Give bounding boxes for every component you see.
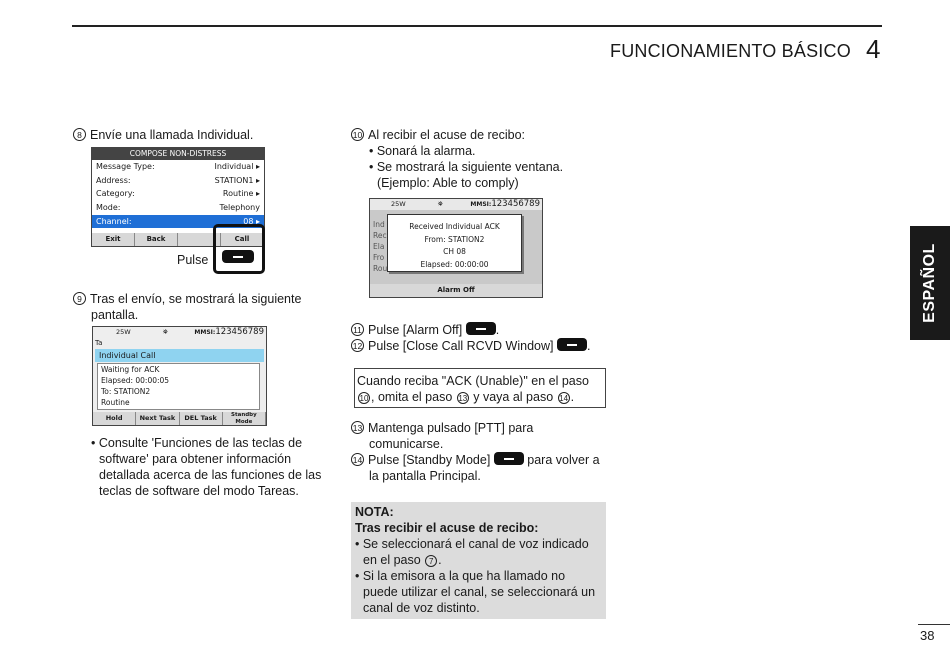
list-item: Message Type: Individual ▸ — [96, 162, 260, 171]
bullet-line: • Se mostrará la siguiente ventana. — [369, 160, 564, 174]
gps-icon: ⛯ — [437, 200, 443, 208]
status-bar — [370, 199, 542, 210]
list-item — [92, 201, 264, 215]
row-label: Channel: — [96, 216, 132, 226]
step-text: Pulse [Alarm Off] — [368, 323, 463, 337]
individual-call-screen — [92, 326, 267, 426]
step-number: 10 — [352, 130, 363, 140]
softkey-standby: Standby Mode — [223, 412, 266, 425]
step-text: Envíe una llamada Individual. — [90, 128, 254, 142]
step-9 — [73, 291, 301, 307]
list-item: Address: STATION1 ▸ — [96, 175, 260, 185]
step-9-cont: pantalla. — [91, 308, 139, 322]
row-value: STATION1 — [214, 175, 254, 185]
call-target: To: STATION2 — [101, 387, 151, 396]
mmsi-label: MMSI: — [194, 329, 216, 336]
call-category: Routine — [101, 398, 130, 407]
step-number: 14 — [352, 455, 363, 465]
task-icon: Ta — [95, 339, 103, 347]
soft-key-icon — [466, 322, 496, 335]
step-number: 12 — [352, 341, 363, 351]
info-line: Cuando reciba "ACK (Unable)" en el paso — [357, 374, 589, 388]
list-item: Category: Routine ▸ — [96, 189, 260, 199]
step-10 — [351, 127, 525, 143]
popup-line: Elapsed: 00:00:00 — [420, 259, 489, 269]
soft-key-icon — [494, 452, 524, 465]
status-bar — [93, 327, 266, 338]
bullet-line: software' para obtener información — [99, 452, 292, 466]
softkey-next-task: Next Task — [136, 412, 179, 425]
row-value: Routine — [222, 189, 254, 199]
background-line: Rou — [373, 264, 388, 273]
call-elapsed: Elapsed: 00:00:05 — [101, 376, 170, 385]
pulse-label: Pulse — [177, 253, 209, 267]
step-14 — [351, 452, 600, 468]
row-label: Mode: — [96, 203, 121, 213]
step-text: Tras el envío, se mostrará la siguiente — [90, 292, 302, 306]
step-text: para volver a — [527, 453, 600, 467]
step-text: Pulse [Standby Mode] — [368, 453, 491, 467]
screen-title: COMPOSE NON-DISTRESS — [92, 148, 264, 160]
softkey-bar — [370, 284, 542, 297]
softkey-bar — [93, 412, 266, 425]
language-tab-label: ESPAÑOL — [921, 243, 938, 323]
info-box — [354, 368, 606, 408]
bullet-line: • Sonará la alarma. — [369, 144, 476, 158]
bullet-line: detallada acerca de las funciones de las — [99, 468, 322, 482]
screen-title: Individual Call — [95, 349, 264, 362]
softkey-alarm-off: Alarm Off — [437, 286, 475, 294]
background-line: Rec — [373, 231, 387, 240]
softkey-call: Call — [221, 233, 264, 246]
note-line: • Se seleccionará el canal de voz indicado — [355, 537, 589, 551]
background-line: Fro — [373, 253, 385, 262]
note-box — [351, 502, 606, 619]
step-text: Pulse [Close Call RCVD Window] — [368, 339, 554, 353]
step-text: Mantenga pulsado [PTT] para — [368, 421, 534, 435]
row-value: Individual — [214, 162, 254, 171]
highlight-frame — [213, 224, 265, 274]
soft-key-icon — [222, 250, 254, 263]
footer-rule — [918, 624, 950, 625]
step-ref: 10 — [359, 394, 369, 403]
mmsi-value: 123456789 — [215, 327, 264, 337]
note-line — [363, 552, 442, 568]
step-number: 9 — [73, 292, 86, 305]
note-line: puede utilizar el canal, se seleccionará un — [363, 585, 596, 599]
background-line: Ela — [373, 242, 385, 251]
note-line: canal de voz distinto. — [363, 601, 480, 615]
text: , omita el paso — [371, 390, 456, 404]
step-8 — [73, 127, 253, 143]
mmsi-value: 123456789 — [491, 199, 540, 209]
row-label: Address: — [96, 175, 131, 185]
note-line: • Si la emisora a la que ha llamado no — [355, 569, 566, 583]
background-line: Ind — [373, 220, 385, 229]
step-13 — [351, 420, 533, 436]
header-rule — [72, 25, 882, 27]
row-label: Category: — [96, 189, 135, 199]
step-12 — [351, 338, 590, 354]
step-ref: 13 — [458, 394, 468, 403]
softkey-back: Back — [135, 233, 178, 246]
bullet-line: (Ejemplo: Able to comply) — [377, 176, 519, 190]
step-number: 13 — [352, 423, 363, 433]
ack-popup — [387, 214, 522, 272]
note-subtitle: Tras recibir el acuse de recibo: — [355, 521, 539, 535]
soft-key-icon — [557, 338, 587, 351]
chapter-number: 4 — [866, 34, 881, 64]
softkey-exit: Exit — [92, 233, 135, 246]
step-14-cont: la pantalla Principal. — [369, 469, 481, 483]
text: en el paso — [363, 553, 425, 567]
step-ref: 7 — [425, 555, 437, 567]
row-label: Message Type: — [96, 162, 155, 171]
softkey-del-task: DEL Task — [180, 412, 223, 425]
list-item-selected: Channel: 08 ▸ — [92, 215, 264, 229]
call-status: Waiting for ACK — [101, 365, 160, 374]
step-11 — [351, 322, 499, 338]
language-tab — [910, 226, 950, 340]
info-line — [357, 389, 574, 405]
step-text: Al recibir el acuse de recibo: — [368, 128, 526, 142]
call-info — [97, 363, 260, 410]
note-title: NOTA: — [355, 505, 394, 519]
step-ref: 14 — [559, 394, 569, 403]
text: . — [570, 390, 575, 404]
row-value: Telephony — [219, 203, 260, 213]
bullet-line: • Consulte 'Funciones de las teclas de — [91, 436, 303, 450]
page-title: FUNCIONAMIENTO BÁSICO — [610, 41, 851, 61]
punct: . — [495, 323, 500, 337]
step-number: 8 — [73, 128, 86, 141]
step-13-cont: comunicarse. — [369, 437, 444, 451]
popup-line: From: STATION2 — [424, 234, 485, 244]
popup-line: Received Individual ACK — [409, 222, 500, 231]
power-level: 25W — [116, 328, 131, 336]
text: . — [438, 553, 442, 567]
row-value: 08 — [243, 216, 254, 226]
popup-line: CH 08 — [443, 247, 466, 256]
softkey-hold: Hold — [93, 412, 136, 425]
page-number: 38 — [920, 628, 935, 643]
punct: . — [586, 339, 591, 353]
step-number: 11 — [351, 323, 364, 336]
text: y vaya al paso — [469, 390, 557, 404]
power-level: 25W — [391, 200, 406, 208]
gps-icon: ⛯ — [162, 328, 168, 336]
mmsi-label: MMSI: — [470, 201, 492, 208]
bullet-line: teclas de software del modo Tareas. — [99, 484, 299, 498]
